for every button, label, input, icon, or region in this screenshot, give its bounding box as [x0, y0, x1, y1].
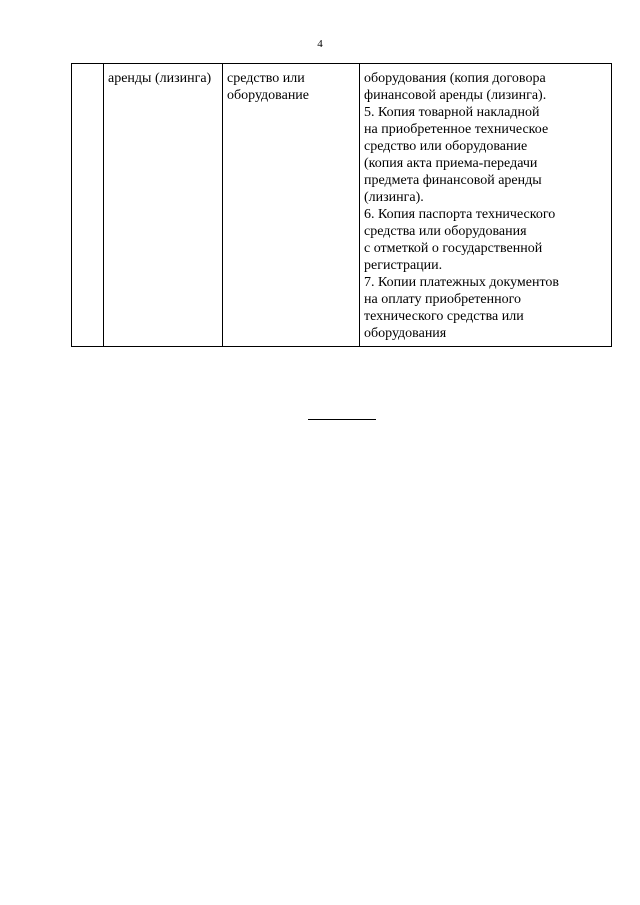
cell-text-line: средство или оборудование: [364, 139, 528, 154]
cell-text-line: оборудования: [364, 326, 447, 341]
cell-text-line: 5. Копия товарной накладной: [364, 105, 540, 120]
table-row: [72, 64, 612, 347]
cell-text-line: финансовой аренды (лизинга).: [364, 88, 547, 103]
cell-text-line: с отметкой о государственной: [364, 241, 543, 256]
table-cell-object: [223, 64, 360, 347]
table-cell-documents: [360, 64, 612, 347]
cell-text-line: технического средства или: [364, 309, 524, 324]
cell-text-line: на оплату приобретенного: [364, 292, 522, 307]
cell-text-line: (копия акта приема-передачи: [364, 156, 538, 171]
cell-text-line: оборудование: [227, 88, 310, 103]
cell-text-line: предмета финансовой аренды: [364, 173, 542, 188]
cell-text-line: аренды (лизинга): [108, 71, 212, 86]
page-number: 4: [317, 38, 323, 50]
end-divider: [308, 419, 376, 420]
cell-text-line: регистрации.: [364, 258, 443, 273]
cell-text-line: оборудования (копия договора: [364, 71, 546, 86]
document-table: [71, 63, 612, 347]
cell-text-line: средство или: [227, 71, 305, 86]
cell-text-line: (лизинга).: [364, 190, 424, 205]
table-cell-type: [104, 64, 223, 347]
cell-text-line: средства или оборудования: [364, 224, 527, 239]
cell-text-line: 7. Копии платежных документов: [364, 275, 560, 290]
cell-text-line: 6. Копия паспорта технического: [364, 207, 556, 222]
cell-text-line: на приобретенное техническое: [364, 122, 549, 137]
table-cell-number: [72, 64, 104, 347]
